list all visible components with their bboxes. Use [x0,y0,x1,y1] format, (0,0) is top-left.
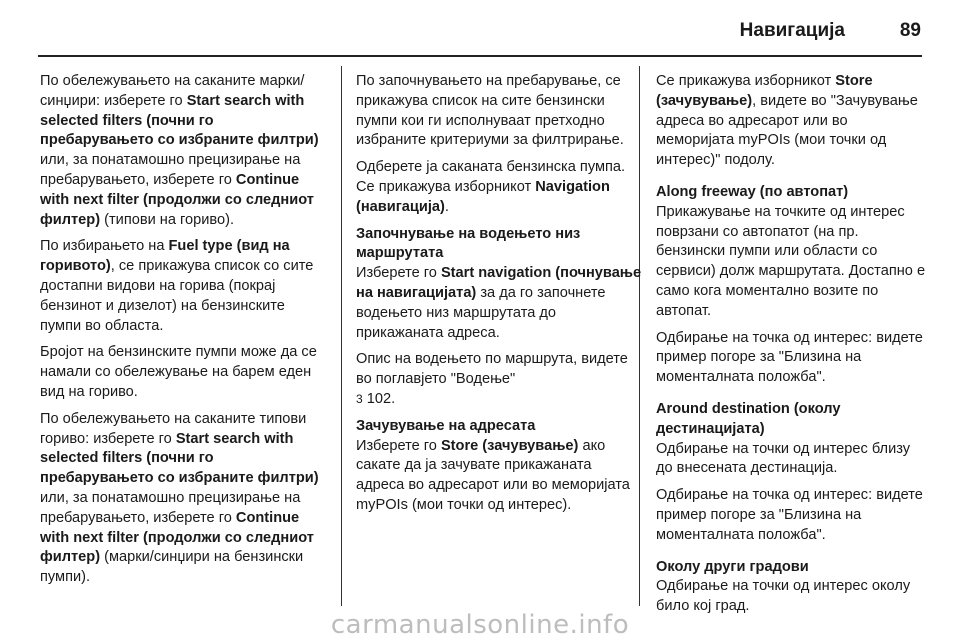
text: или, за понатамошно прецизирање на пребарувањето, изберете го [40,152,301,188]
text: По избирањето на [40,238,169,255]
section-heading: Around destination (околу дестинацијата) [656,400,841,437]
paragraph: Бројот на бензинските пумпи може да се намали со обележување на барем еден вид на гориво. [40,344,317,400]
paragraph [656,72,928,171]
text: . [444,198,449,215]
menu-option: Store (зачувување) [656,73,873,109]
text: Изберете го [356,265,441,282]
paragraph [356,437,643,516]
menu-option: Continue with next filter (продолжи со следниот филтер) [40,509,314,566]
paragraph: Одбирање на точки од интерес околу било кој град. [656,578,911,615]
text: По обележувањето на саканите марки/синџири: изберете го [40,73,305,109]
page-reference-arrow-icon: 3 [356,391,363,406]
text: (марки/синџири на бензински пумпи). [40,549,304,586]
paragraph: Одбирање на точка од интерес: видете пример погоре за "Близина на моменталната положба". [656,487,923,543]
paragraph: Одбирање на точки од интерес близу до внесената дестинација. [656,440,911,477]
section-heading: Започнување на водењето низ маршрутата [356,225,581,262]
menu-option: Fuel type (вид на горивото) [40,238,290,275]
text: Се прикажува изборникот [656,73,836,89]
section-heading: Околу други градови [656,558,809,575]
section-heading: Зачувување на адресата [356,417,536,434]
text: (типови на гориво). [100,211,235,228]
text: Опис на водењето по маршрута, видете во поглавјето "Водење" [356,351,628,388]
watermark: carmanualsonline.info [330,610,630,640]
paragraph: Одберете ја саканата бензинска пумпа. [356,159,626,176]
paragraph: Одбирање на точка од интерес: видете пример погоре за "Близина на моменталната положба". [656,329,923,386]
text-column-1 [40,72,327,595]
menu-option: Navigation (навигација) [356,178,610,215]
column-divider [341,66,342,606]
text: , видете во "Зачувување адреса во адресарот или во меморијата myPOIs (мои точки од интерес)" подолу. [656,92,918,169]
paragraph [40,72,327,230]
text: Изберете го [356,437,441,454]
text: за да го започнете водењето низ маршрутата до прикажаната адреса. [356,284,606,341]
menu-option: Store (зачувување) [440,437,579,454]
paragraph [40,237,327,336]
text: или, за понатамошно прецизирање на пребарувањето, изберете го [40,489,301,526]
section-heading: Along freeway (по автопат) [656,183,849,200]
text: По обележувањето на саканите типови гориво: изберете го [40,410,307,447]
text: 102. [362,390,396,407]
menu-option: Continue with next filter (продолжи со следниот филтер) [40,171,314,228]
paragraph [356,178,643,218]
text: Се прикажува изборникот [356,178,536,195]
page-title: Навигација [739,20,845,41]
paragraph [40,410,327,588]
paragraph: Прикажување на точките од интерес поврзани со автопатот (на пр. бензински пумпи или области со сервиси) долж маршрутата. Достапно е само кога моментално возите по автопат. [656,203,926,319]
text: ако сакате да ја зачувате прикажаната адреса во адресарот или во меморијата myPOIs (мои точки од интерес). [356,437,630,513]
menu-option: Start search with selected filters (почни го пребарувањето со избраните филтри) [40,430,319,487]
text-column-2 [356,72,643,523]
menu-option: Start search with selected filters (почни го пребарувањето со избраните филтри) [40,92,319,149]
paragraph [356,264,643,343]
paragraph [356,350,643,409]
page-number: 89 [899,20,921,41]
page-header [0,0,960,58]
menu-option: Start navigation (почнување на навигацијата) [356,265,642,301]
paragraph: По започнувањето на пребарување, се прикажува список на сите бензински пумпи кои ги исполнуваат претходно избраните критериуми за филтрирање. [356,73,624,149]
text: , се прикажува список со сите достапни видови на горива (покрај бензинот и дизелот) на бензинските пумпи во областа. [40,258,314,334]
header-rule [38,55,922,57]
text-column-3 [656,72,928,624]
